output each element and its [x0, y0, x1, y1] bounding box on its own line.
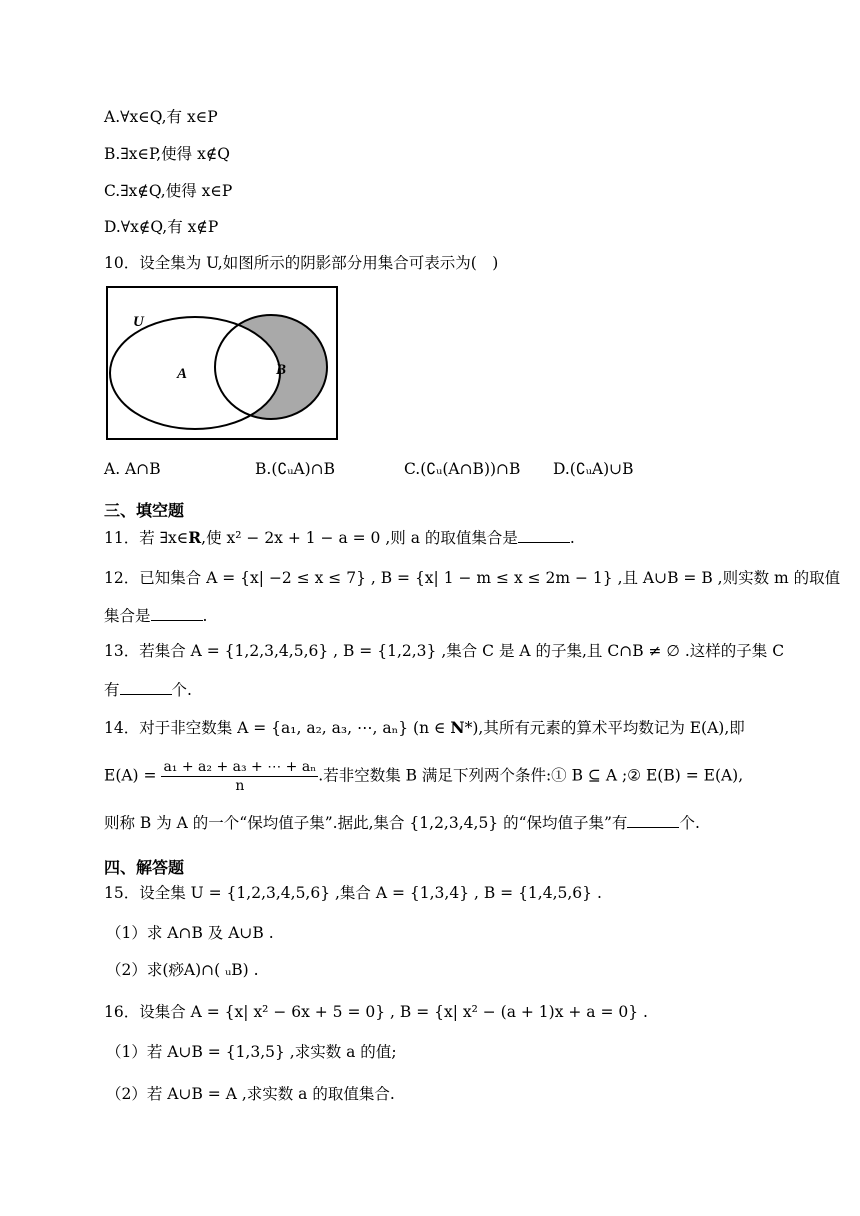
q9-option-a: A.∀x∈Q,有 x∈P — [104, 108, 218, 126]
q10-option-d: D.(∁ᵤA)∪B — [553, 460, 634, 478]
shaded-region — [104, 284, 340, 442]
q12-line1: 12．已知集合 A = {x| −2 ≤ x ≤ 7} , B = {x| 1 − m ≤ x ≤ 2m − 1} ,且 A∪B = B ,则实数 m 的取值 — [104, 569, 841, 587]
section-fill-in-heading: 三、填空题 — [104, 501, 185, 520]
mean-fraction: $\frac{\text{a₁ + a₂ + a₃ + ⋯ + aₙ}}{n}$ — [163, 759, 317, 794]
q15-line1: 15．设全集 U = {1,2,3,4,5,6} ,集合 A = {1,3,4} , B = {1,4,5,6} . — [104, 884, 602, 902]
venn-diagram — [104, 284, 340, 442]
q16-line1: 16．设集合 A = {x| x² − 6x + 5 = 0} , B = {x| x² − (a + 1)x + a = 0} . — [104, 1003, 648, 1021]
q9-option-b: B.∃x∈P,使得 x∉Q — [104, 145, 231, 163]
answer-blank — [627, 813, 679, 828]
q10-text: 10．设全集为 U,如图所示的阴影部分用集合可表示为( ) — [104, 254, 499, 272]
label-a: A — [177, 366, 188, 382]
q9-option-c: C.∃x∉Q,使得 x∈P — [104, 182, 233, 200]
answer-blank — [518, 528, 570, 543]
section-answer-heading: 四、解答题 — [104, 858, 185, 877]
q16-part1: （1）若 A∪B = {1,3,5} ,求实数 a 的值; — [106, 1043, 397, 1061]
answer-blank — [120, 680, 172, 695]
q15-part1: （1）求 A∩B 及 A∪B . — [106, 924, 274, 942]
q14-line3: 则称 B 为 A 的一个“保均值子集”.据此,集合 {1,2,3,4,5} 的“保均值子集”有 个. — [104, 814, 700, 832]
q16-part2: （2）若 A∪B = A ,求实数 a 的取值集合. — [106, 1085, 395, 1103]
q13-line2: 有 个. — [104, 681, 192, 699]
q14-line1: 14．对于非空数集 A = {a₁, a₂, a₃, ⋯, aₙ} (n ∈ N*),其所有元素的算术平均数记为 E(A),即 — [104, 718, 745, 737]
q10-option-c: C.(∁ᵤ(A∩B))∩B — [404, 460, 521, 478]
answer-blank — [151, 606, 203, 621]
q13-line1: 13．若集合 A = {1,2,3,4,5,6} , B = {1,2,3} ,集合 C 是 A 的子集,且 C∩B ≠ ∅ .这样的子集 C — [104, 642, 785, 660]
label-b: B — [276, 362, 287, 378]
q12-line2: 集合是 . — [104, 607, 208, 625]
q15-part2: （2）求(痧A)∩( ᵤB) . — [106, 961, 259, 979]
q11-text: 11．若 ∃x∈R,使 x² − 2x + 1 − a = 0 ,则 a 的取值集合是 . — [104, 528, 575, 547]
q14-line2: E(A) = $\frac{\text{a₁ + a₂ + a₃ + ⋯ + aₙ}}{n}$ .若非空数集 B 满足下列两个条件:① B ⊆ A ;② E(B) = E(A), — [104, 759, 744, 794]
q10-option-b: B.(∁ᵤA)∩B — [255, 460, 336, 478]
label-u: U — [133, 314, 144, 330]
q9-option-d: D.∀x∉Q,有 x∉P — [104, 218, 219, 236]
q10-option-a: A. A∩B — [104, 460, 161, 478]
